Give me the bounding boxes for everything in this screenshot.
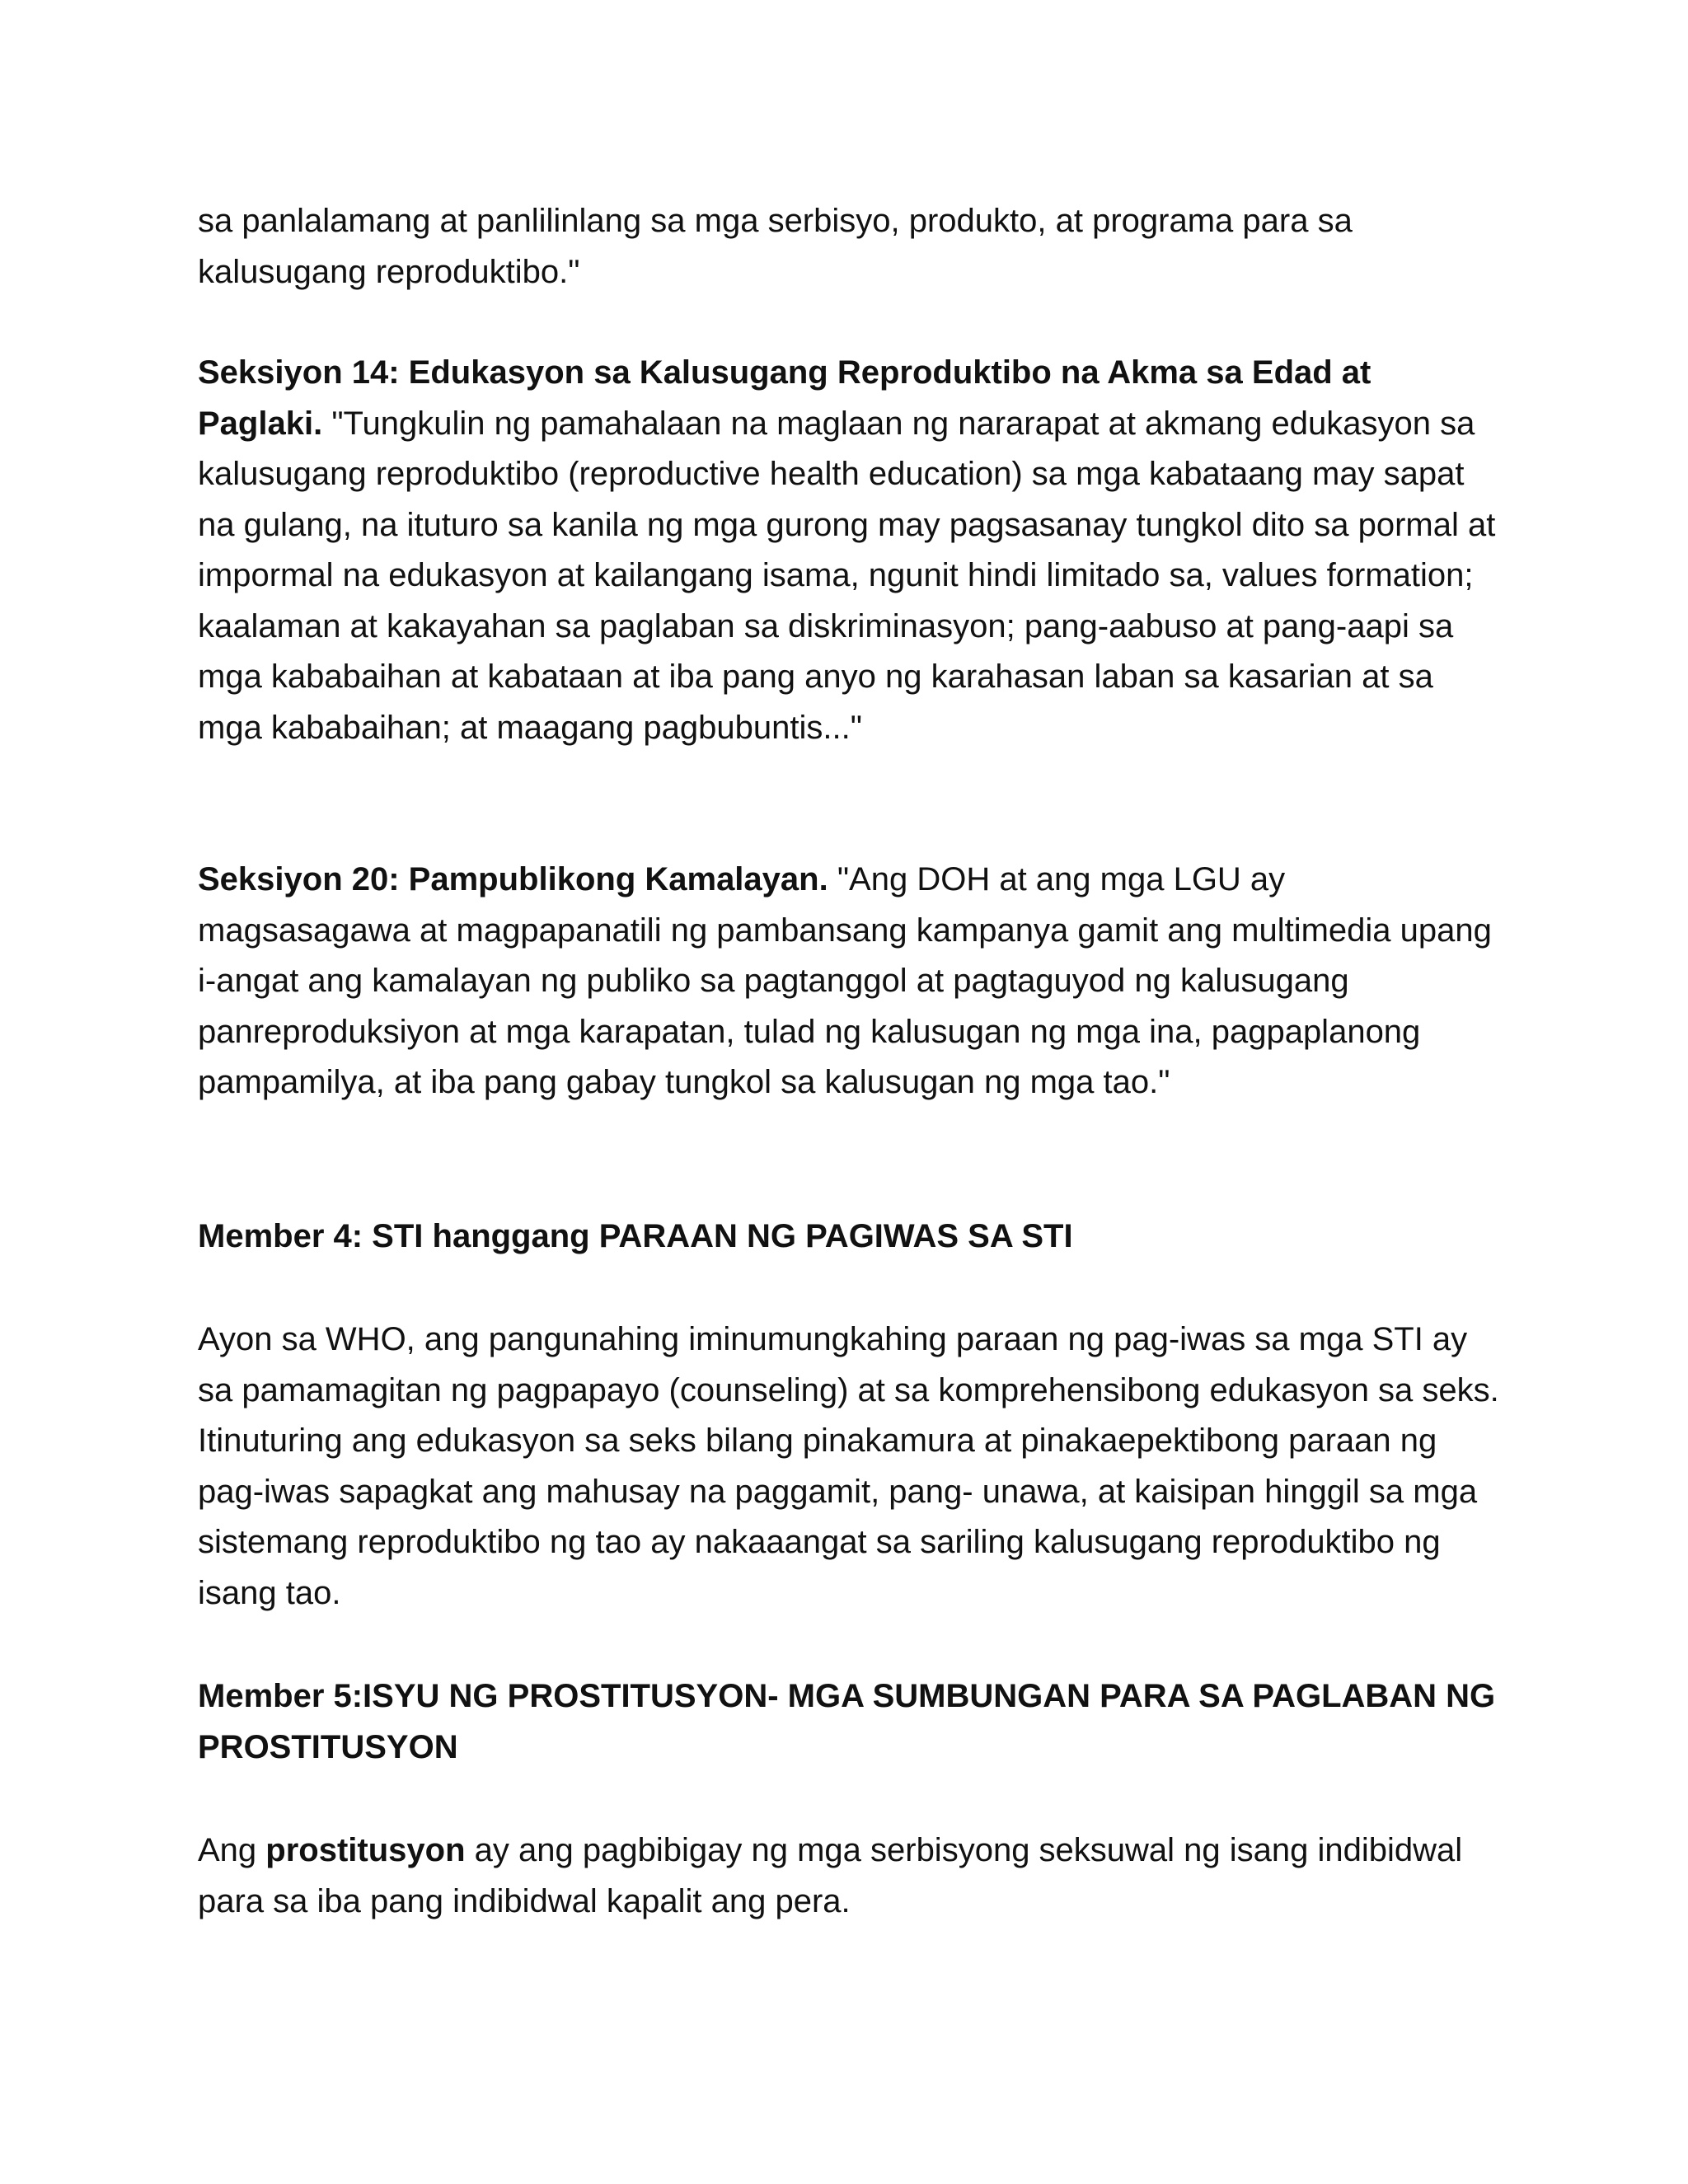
section-14-title: Seksiyon 14: Edukasyon sa Kalusugang Reproduktibo na Akma sa Edad at Paglaki. [198,354,1372,442]
section-20-body: "Ang DOH at ang mga LGU ay magsasagawa at magpapanatili ng pambansang kampanya gamit ang multimedia upang i-angat ang kamalayan ng publiko sa pagtanggol at pagtaguyod ng kalusugang panreproduksiyon at mga karapatan, tulad ng kalusugan ng mga ina, pagpaplanong pampamilya, at iba pang gabay tungkol sa kalusugan ng mga tao." [198,861,1492,1100]
section-14-body: "Tungkulin ng pamahalaan na maglaan ng nararapat at akmang edukasyon sa kalusugang reproduktibo (reproductive health education) sa mga kabataang may sapat na gulang, na ituturo sa kanila ng mga gurong may pagsasanay tungkol dito sa pormal at impormal na edukasyon at kailangang isama, ngunit hindi limitado sa, values formation; kaalaman at kakayahan sa paglaban sa diskriminasyon; pang-aabuso at pang-aapi sa mga kababaihan at kabataan at iba pang anyo ng karahasan laban sa kasarian at sa mga kababaihan; at maagang pagbubuntis..." [198,405,1496,746]
member-5-body-paragraph [198,1825,1500,1927]
member-4-body: Ayon sa WHO, ang pangunahing iminumungkahing paraan ng pag-iwas sa mga STI ay sa pamamagitan ng pagpapayo (counseling) at sa komprehensibong edukasyon sa seks. Itinuturing ang edukasyon sa seks bilang pinakamura at pinakaepektibong paraan ng pag-iwas sapagkat ang mahusay na paggamit, pang- unawa, at kaisipan hinggil sa mga sistemang reproduktibo ng tao ay nakaaangat sa sariling kalusugang reproduktibo ng isang tao. [198,1321,1499,1611]
member-4-heading: Member 4: STI hanggang PARAAN NG PAGIWAS SA STI [198,1217,1073,1254]
member-5-heading: Member 5:ISYU NG PROSTITUSYON- MGA SUMBUNGAN PARA SA PAGLABAN NG PROSTITUSYON [198,1678,1496,1765]
intro-paragraph [198,196,1500,298]
intro-line-2: kalusugang reproduktibo." [198,253,580,290]
document-page [198,196,1500,1927]
section-20-title: Seksiyon 20: Pampublikong Kamalayan. [198,861,828,898]
member-5-lead: Ang [198,1832,266,1868]
section-14-paragraph [198,348,1500,753]
member-5-term: prostitusyon [265,1832,466,1868]
member-5-body: ay ang pagbibigay ng mga serbisyong seksuwal ng isang indibidwal para sa iba pang indibidwal kapalit ang pera. [198,1832,1463,1919]
section-20-paragraph [198,855,1500,1108]
intro-line-1: sa panlalamang at panlilinlang sa mga serbisyo, produkto, at programa para sa [198,203,1353,239]
